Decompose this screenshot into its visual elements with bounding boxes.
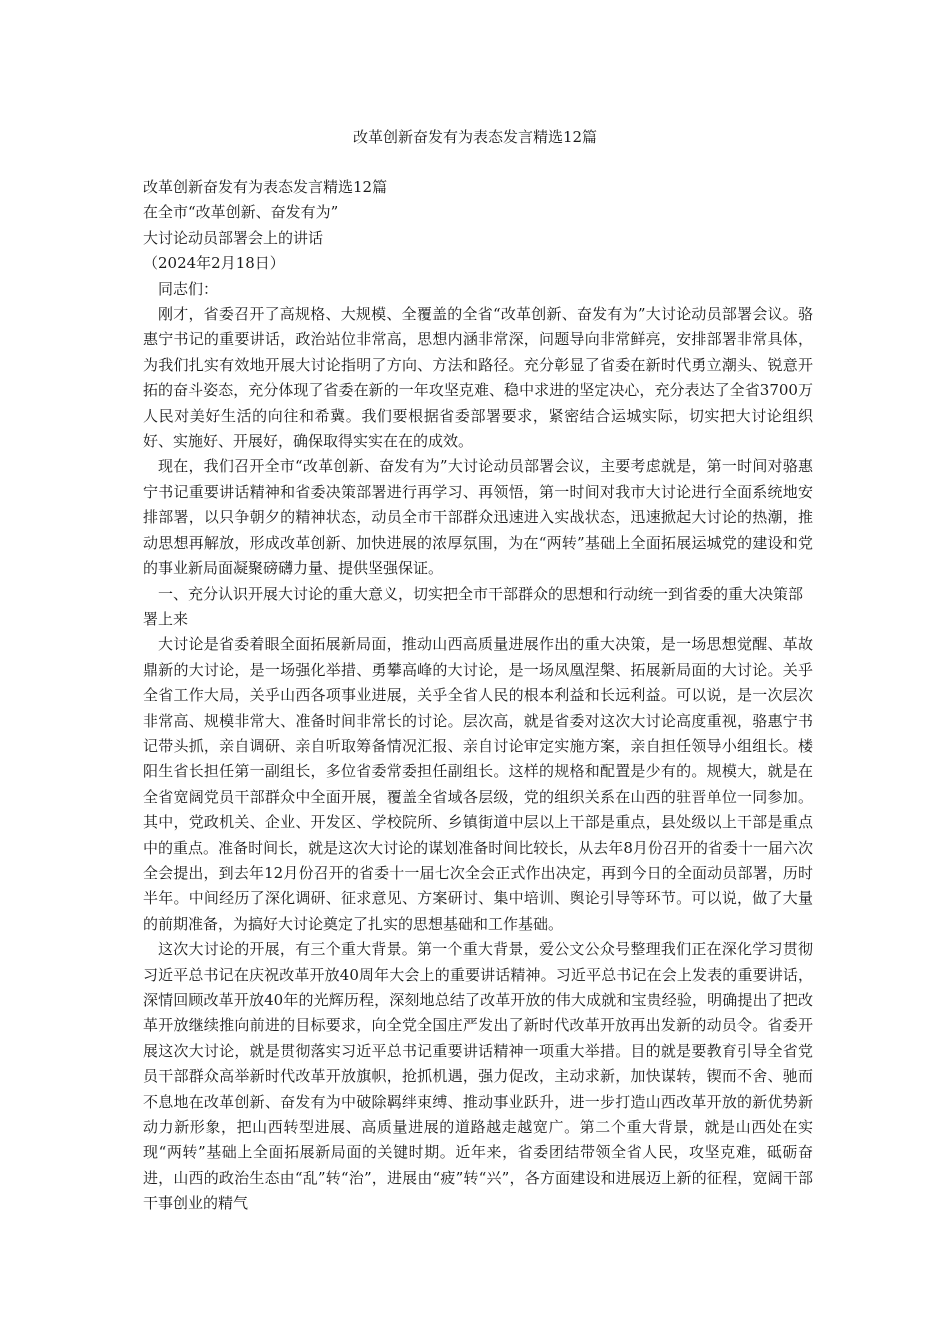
header-line-meeting: 在全市“改革创新、奋发有为” bbox=[143, 203, 339, 222]
section-heading: 一、充分认识开展大讨论的重大意义，切实把全市干部群众的思想和行动统一到省委的重大决策部署上来 bbox=[143, 584, 804, 628]
paragraph: 这次大讨论的开展，有三个重大背景。第一个重大背景，爱公文公众号整理我们正在深化学习贯彻习近平总书记在庆祝改革开放40周年大会上的重要讲话精神。习近平总书记在会上发表的重要讲话，深情回顾改革开放40年的光辉历程，深刻地总结了改革开放的伟大成就和宝贵经验，明确提出了把改革开放继续推向前进的目标要求，向全党全国庄严发出了新时代改革开放再出发新的动员令。省委开展这次大讨论，就是贯彻落实习近平总书记重要讲话精神一项重大举措。目的就是要教育引导全省党员干部群众高举新时代改革开放旗帜，抢抓机遇，强力促改，主动求新，加快谋转，锲而不舍、驰而不息地在改革创新、奋发有为中破除羁绊束缚、推动事业跃升，进一步打造山西改革开放的新优势新动力新形象，把山西转型进展、高质量进展的道路越走越宽广。第二个重大背景，就是山西处在实现“两转”基础上全面拓展新局面的关键时期。近年来，省委团结带领全省人民，攻坚克难，砥砺奋进，山西的政治生态由“乱”转“治”，进展由“疲”转“兴”，各方面建设和进展迈上新的征程，宽阔干部干事创业的精气 bbox=[143, 940, 813, 1213]
header-line-date: （2024年2月18日） bbox=[143, 254, 285, 273]
document-body bbox=[143, 175, 813, 1217]
header-line-title: 改革创新奋发有为表态发言精选12篇 bbox=[143, 178, 388, 196]
header-line-speech: 大讨论动员部署会上的讲话 bbox=[143, 228, 324, 247]
salutation: 同志们： bbox=[158, 279, 219, 298]
paragraph: 现在，我们召开全市“改革创新、奋发有为”大讨论动员部署会议，主要考虑就是，第一时间对骆惠宁书记重要讲话精神和省委决策部署进行再学习、再领悟，第一时间对我市大讨论进行全面系统地安排部署，以只争朝夕的精神状态，动员全市干部群众迅速进入实战状态，迅速掀起大讨论的热潮，推动思想再解放，形成改革创新、加快进展的浓厚氛围，为在“两转”基础上全面拓展运城党的建设和党的事业新局面凝聚磅礴力量、提供坚强保证。 bbox=[143, 457, 813, 578]
page-title: 改革创新奋发有为表态发言精选12篇 bbox=[352, 128, 598, 146]
paragraph: 大讨论是省委着眼全面拓展新局面，推动山西高质量进展作出的重大决策，是一场思想觉醒、革故鼎新的大讨论，是一场强化举措、勇攀高峰的大讨论，是一场凤凰涅槃、拓展新局面的大讨论。关乎全省工作大局，关乎山西各项事业进展，关乎全省人民的根本利益和长远利益。可以说，是一次层次非常高、规模非常大、准备时间非常长的讨论。层次高，就是省委对这次大讨论高度重视，骆惠宁书记带头抓，亲自调研、亲自听取筹备情况汇报、亲自讨论审定实施方案，亲自担任领导小组组长。楼阳生省长担任第一副组长，多位省委常委担任副组长。这样的规格和配置是少有的。规模大，就是在全省宽阔党员干部群众中全面开展，覆盖全省域各层级，党的组织关系在山西的驻晋单位一同参加。其中，党政机关、企业、开发区、学校院所、乡镇街道中层以上干部是重点，县处级以上干部是重点中的重点。准备时间长，就是这次大讨论的谋划准备时间比较长，从去年8月份召开的省委十一届六次全会提出，到去年12月份召开的省委十一届七次全会正式作出决定，再到今日的全面动员部署，历时半年。中间经历了深化调研、征求意见、方案研讨、集中培训、舆论引导等环节。可以说，做了大量的前期准备，为搞好大讨论奠定了扎实的思想基础和工作基础。 bbox=[143, 635, 813, 933]
paragraph: 刚才，省委召开了高规格、大规模、全覆盖的全省“改革创新、奋发有为”大讨论动员部署会议。骆惠宁书记的重要讲话，政治站位非常高，思想内涵非常深，问题导向非常鲜亮，安排部署非常具体，为我们扎实有效地开展大讨论指明了方向、方法和路径。充分彰显了省委在新时代勇立潮头、锐意开拓的奋斗姿态，充分体现了省委在新的一年攻坚克难、稳中求进的坚定决心，充分表达了全省3700万人民对美好生活的向往和希冀。我们要根据省委部署要求，紧密结合运城实际，切实把大讨论组织好、实施好、开展好，确保取得实实在在的成效。 bbox=[143, 305, 813, 451]
